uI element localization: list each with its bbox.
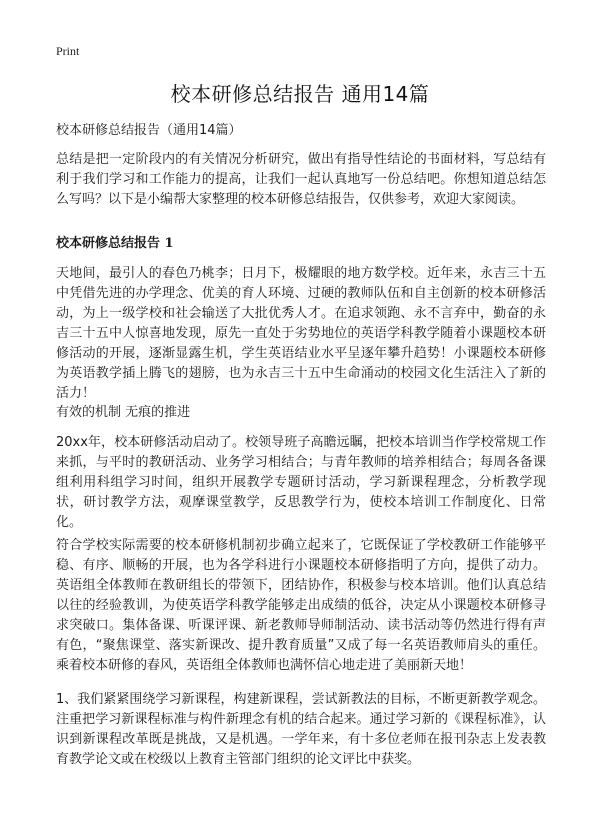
body-paragraph-2: 20xx年，校本研修活动启动了。校领导班子高瞻远瞩，把校本培训当作学校常规工作来抓，与平时的教研活动、业务学习相结合；与青年教师的培养相结合；每周各备课组利用科组学习时间，组织开展教学专题研讨活动，学习新课程理念，分析教学现状，研讨教学方法，观摩课堂教学，反思教学行为，使校本培训工作制度化、日常化。 xyxy=(56,435,546,530)
section-subheading: 有效的机制 无痕的推进 xyxy=(56,405,191,420)
body-paragraph-3: 符合学校实际需要的校本研修机制初步确立起来了，它既保证了学校教研工作能够平稳、有序、顺畅的开展，也为各学科进行小课题校本研修指明了方向，提供了动力。英语组全体教师在教研组长的带领下，团结协作，积极参与校本培训。他们认真总结以往的经验教训，为使英语学科教学能够走出成绩的低谷，决定从小课题校本研修寻求突破口。集体备课、听课评课、新老教师导师制活动、读书活动等仍然进行得有声有色，“聚焦课堂、落实新课改、提升教育质量”又成了每一名英语教师肩头的重任。乘着校本研修的春风，英语组全体教师也满怀信心地走进了美丽新天地！ xyxy=(56,538,546,673)
document-subtitle: 校本研修总结报告（通用14篇） xyxy=(56,123,242,138)
print-link[interactable]: Print xyxy=(56,44,80,58)
section-heading: 校本研修总结报告 1 xyxy=(56,236,174,251)
page-title: 校本研修总结报告 通用14篇 xyxy=(170,82,430,106)
intro-paragraph: 总结是把一定阶段内的有关情况分析研究，做出有指导性结论的书面材料，写总结有利于我们学习和工作能力的提高，让我们一起认真地写一份总结吧。你想知道总结怎么写吗？以下是小编帮大家整理的校本研修总结报告，仅供参考，欢迎大家阅读。 xyxy=(56,152,546,207)
body-paragraph-4: 1、我们紧紧围绕学习新课程，构建新课程，尝试新教法的目标，不断更新教学观念。注重把学习新课程标准与构件新理念有机的结合起来。通过学习新的《课程标准》，认识到新课程改革既是挑战，又是机遇。一学年来，有十多位老师在报刊杂志上发表教育教学论文或在校级以上教育主管部门组织的论文评比中获奖。 xyxy=(56,692,546,767)
body-paragraph-1: 天地间，最引人的春色乃桃李；日月下，极耀眼的地方数学校。近年来，永吉三十五中凭借先进的办学理念、优美的育人环境、过硬的教师队伍和自主创新的校本研修活动，为上一级学校和社会输送了大批优秀人才。在追求领跑、永不言弃中，勤奋的永吉三十五中人惊喜地发现，原先一直处于劣势地位的英语学科教学随着小课题校本研修活动的开展，逐渐显露生机，学生英语结业水平呈逐年攀升趋势！小课题校本研修为英语教学插上腾飞的翅膀，也为永吉三十五中生命涌动的校园文化生活注入了新的活力！ xyxy=(56,266,546,401)
